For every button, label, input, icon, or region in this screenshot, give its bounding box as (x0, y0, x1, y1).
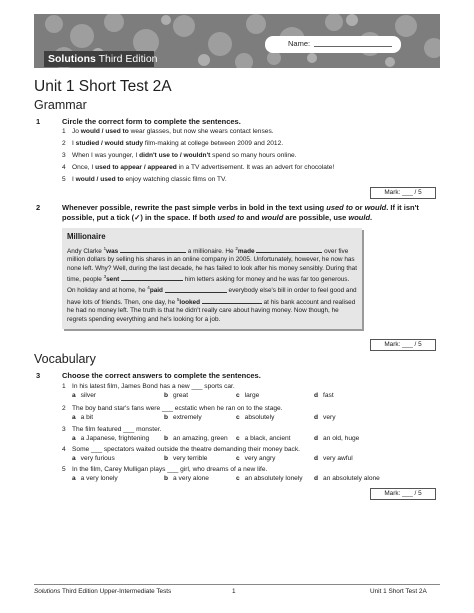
verb-choice[interactable]: would / used to (80, 128, 129, 135)
name-input-line[interactable] (314, 46, 392, 47)
option-b[interactable]: b an amazing, green (164, 435, 228, 442)
option-d[interactable]: d very (314, 414, 336, 421)
option-c[interactable]: c an absolutely lonely (236, 475, 303, 482)
brand-bold: Solutions (48, 53, 96, 65)
question-2-number: 2 (36, 203, 41, 212)
option-c[interactable]: c a black, ancient (236, 435, 291, 442)
option-c[interactable]: c absolutely (236, 414, 275, 421)
option-b[interactable]: b extremely (164, 414, 202, 421)
page-number: 1 (232, 588, 236, 595)
option-a[interactable]: a a bit (72, 414, 94, 421)
verb-choice[interactable]: studied / would study (75, 140, 144, 147)
footer-divider (34, 584, 440, 585)
footer-left: Solutions Third Edition Upper-Intermediate Tests (34, 588, 172, 595)
option-d[interactable]: d an absolutely alone (314, 475, 380, 482)
option-c[interactable]: c very angry (236, 455, 276, 462)
page-title: Unit 1 Short Test 2A (34, 78, 172, 95)
option-b[interactable]: b great (164, 392, 189, 399)
option-d[interactable]: d an old, huge (314, 435, 360, 442)
text-title: Millionaire (67, 232, 106, 241)
question-2-instruction: Whenever possible, rewrite the past simple verbs in bold in the text using used to or would. If it isn't possible, put a tick (✓) in the space. If both used to and would are possible, use would. (62, 203, 419, 222)
option-a[interactable]: a very furious (72, 455, 115, 462)
question-3-instruction: Choose the correct answers to complete the sentences. (62, 371, 261, 380)
option-b[interactable]: b very terrible (164, 455, 208, 462)
mark-box-q3: Mark: ___ / 5 (370, 488, 436, 500)
option-a[interactable]: a a very lonely (72, 475, 118, 482)
name-field-box (265, 36, 401, 53)
brand-logo (44, 51, 158, 67)
answer-blank[interactable] (256, 246, 322, 253)
answer-blank[interactable] (165, 286, 227, 293)
mark-box-q2: Mark: ___ / 5 (370, 339, 436, 351)
answer-blank[interactable] (120, 246, 186, 253)
name-label: Name: (288, 39, 311, 48)
option-c[interactable]: c large (236, 392, 260, 399)
footer-right: Unit 1 Short Test 2A (370, 588, 427, 595)
question-1-number: 1 (36, 117, 41, 126)
question-1-instruction: Circle the correct form to complete the sentences. (62, 117, 241, 126)
reading-text-box (62, 228, 362, 329)
option-a[interactable]: a a Japanese, frightening (72, 435, 150, 442)
verb-choice[interactable]: didn't use to / wouldn't (139, 152, 211, 159)
question-3-number: 3 (36, 371, 41, 380)
answer-blank[interactable] (202, 297, 262, 304)
mark-box-q1: Mark: ___ / 5 (370, 187, 436, 199)
option-d[interactable]: d fast (314, 392, 334, 399)
vocabulary-heading: Vocabulary (34, 352, 96, 366)
verb-choice[interactable]: would / used to (75, 176, 124, 183)
option-d[interactable]: d very awful (314, 455, 353, 462)
answer-blank[interactable] (121, 274, 183, 281)
text-body: Andy Clarke $^1$was a millionaire. He $^2$made over five million dollars by selling his shares in an online company in 2005. Unfortunately, however, he now has none left. Why? Well, during the last decade, he has failed to look after his money sensibly. During that time, people $^3$sent him letters asking for money and he was far too generous. On holiday and at home, he $^4$paid everybody else's bill in order to feel good and have lots of friends. Then, one day, he $^5$looked at his bank account and realised he had no money left. The truth is that he didn't really care about having money. Now though, he regrets spending everything and he's looking for a job. (67, 246, 357, 323)
brand-rest: Third Edition (95, 53, 158, 65)
option-b[interactable]: b a very alone (164, 475, 209, 482)
verb-choice[interactable]: used to appear / appeared (95, 164, 177, 171)
grammar-heading: Grammar (34, 98, 87, 112)
option-a[interactable]: a silver (72, 392, 97, 399)
